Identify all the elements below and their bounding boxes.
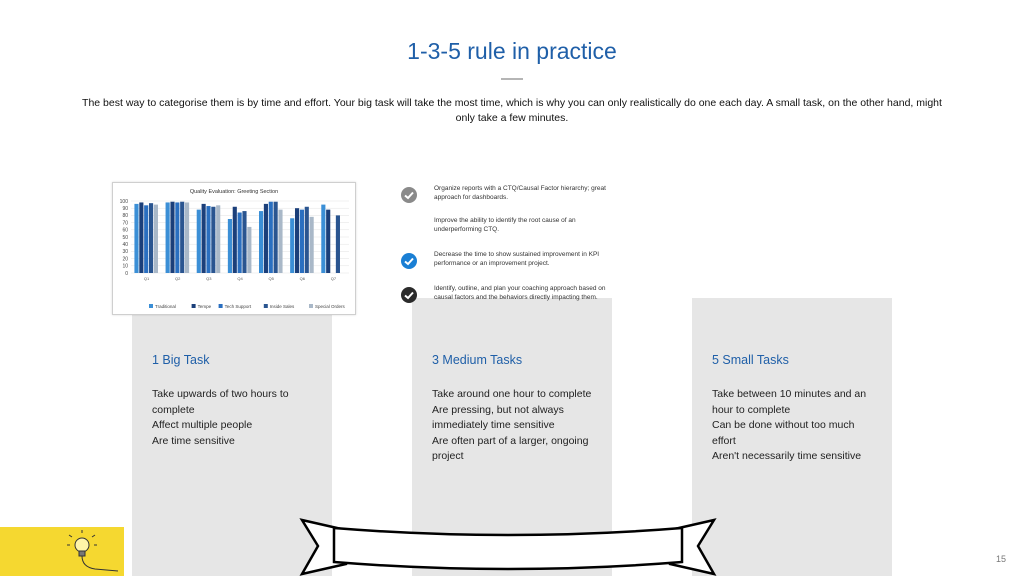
chart-bar [336, 215, 340, 273]
chart-bar [170, 202, 174, 273]
x-tick-label: Q6 [299, 276, 305, 281]
chart-bar [144, 205, 148, 273]
x-tick-label: Q3 [206, 276, 212, 281]
chart-bar [216, 205, 220, 273]
chart-bar [154, 205, 158, 273]
page-number: 15 [995, 554, 1006, 564]
chart-bar [321, 205, 325, 273]
chart-bar [206, 206, 210, 273]
card-line: Affect multiple people [152, 419, 253, 431]
x-tick-label: Q7 [330, 276, 337, 281]
quality-chart-svg [113, 183, 355, 314]
chart-bar [149, 203, 153, 273]
y-tick-label: 30 [122, 249, 128, 256]
chart-bar [274, 202, 278, 273]
legend-label: Tempe [197, 304, 212, 309]
x-tick-label: Q4 [237, 276, 243, 281]
card-heading: 3 Medium Tasks [432, 353, 523, 367]
y-tick-label: 90 [122, 206, 128, 212]
x-tick-label: Q1 [143, 276, 150, 281]
y-tick-label: 100 [119, 198, 128, 205]
check-circle-gray-icon [400, 186, 418, 204]
chart-bar [242, 211, 246, 273]
legend-swatch [309, 304, 313, 308]
card-line: Take upwards of two hours to complete [152, 388, 289, 416]
chart-title: Quality Evaluation: Greeting Section [189, 189, 279, 195]
check-circle-blue-icon [400, 252, 418, 270]
chart-bar [300, 210, 304, 273]
legend-label: Tech Support [224, 304, 252, 309]
slide-title: 1-3-5 rule in practice [407, 38, 617, 64]
legend-swatch [149, 304, 153, 308]
chart-bar [278, 210, 282, 273]
legend-swatch [219, 304, 223, 308]
chart-bar [233, 207, 237, 273]
card-line: Aren't necessarily time sensitive [712, 450, 862, 462]
checklist-text: Identify, outline, and plan your coaching approach based on causal factors and the behaviors directly impacting them. [434, 285, 606, 301]
chart-bar [310, 217, 314, 273]
checklist-text: Decrease the time to show sustained improvement in KPI performance or an improvement project. [434, 251, 600, 267]
chart-bar [238, 213, 242, 273]
legend-label: Special Orders [315, 304, 345, 309]
card-small-tasks [692, 298, 892, 576]
legend-swatch [192, 304, 196, 308]
chart-bar [175, 202, 179, 273]
y-tick-label: 10 [122, 263, 128, 270]
chart-bar [326, 210, 330, 273]
card-line: Take around one hour to complete [432, 388, 592, 400]
ribbon-banner [298, 514, 718, 576]
card-line: Are time sensitive [152, 434, 235, 447]
chart-bar [180, 202, 184, 273]
y-tick-label: 80 [122, 213, 128, 220]
chart-bar [211, 207, 215, 273]
y-tick-label: 60 [122, 227, 128, 234]
card-heading: 1 Big Task [152, 353, 210, 367]
chart-bar [185, 202, 189, 273]
check-circle-dark-icon [400, 286, 418, 304]
card-line: Can be done without too much effort [712, 419, 855, 447]
chart-bar [197, 210, 201, 273]
quality-chart [112, 182, 356, 315]
chart-bar [139, 202, 143, 273]
card-body [152, 387, 320, 449]
y-tick-label: 40 [122, 242, 128, 248]
lightbulb-icon [0, 527, 124, 576]
intro-text: The best way to categorise them is by time and effort. Your big task will take the most time, which is why you can only realistically do one each day. A small task, on the other hand, might only take a few minutes. [82, 97, 942, 124]
chart-bar [247, 227, 251, 273]
chart-bar [166, 202, 170, 273]
chart-bar [264, 204, 268, 273]
checklist-text: Improve the ability to identify the root cause of an underperforming CTQ. [434, 217, 576, 233]
card-body [712, 387, 880, 465]
card-heading: 5 Small Tasks [712, 353, 789, 367]
x-tick-label: Q2 [175, 276, 181, 281]
y-tick-label: 0 [125, 270, 128, 277]
card-body [432, 387, 600, 465]
chart-bar [202, 204, 206, 273]
chart-bar [295, 208, 299, 273]
card-line: Are pressing, but not always immediately time sensitive [432, 403, 564, 431]
legend-label: Traditional [155, 304, 176, 309]
chart-bar [134, 204, 138, 273]
chart-bar [269, 202, 273, 273]
title-divider [501, 78, 523, 80]
chart-bar [259, 211, 263, 273]
checklist-text: Organize reports with a CTQ/Causal Factor hierarchy; great approach for dashboards. [434, 185, 606, 201]
y-tick-label: 20 [122, 256, 128, 263]
chart-bar [290, 218, 294, 273]
legend-swatch [264, 304, 268, 308]
chart-bar [305, 207, 309, 273]
chart-bar [228, 219, 232, 273]
card-line: Are often part of a larger, ongoing project [432, 434, 589, 462]
legend-label: Inside Sales [269, 304, 295, 309]
y-tick-label: 70 [122, 220, 128, 227]
y-tick-label: 50 [122, 234, 128, 241]
card-line: Take between 10 minutes and an hour to complete [712, 388, 867, 416]
highlight-block [0, 527, 124, 576]
x-tick-label: Q5 [268, 276, 274, 281]
